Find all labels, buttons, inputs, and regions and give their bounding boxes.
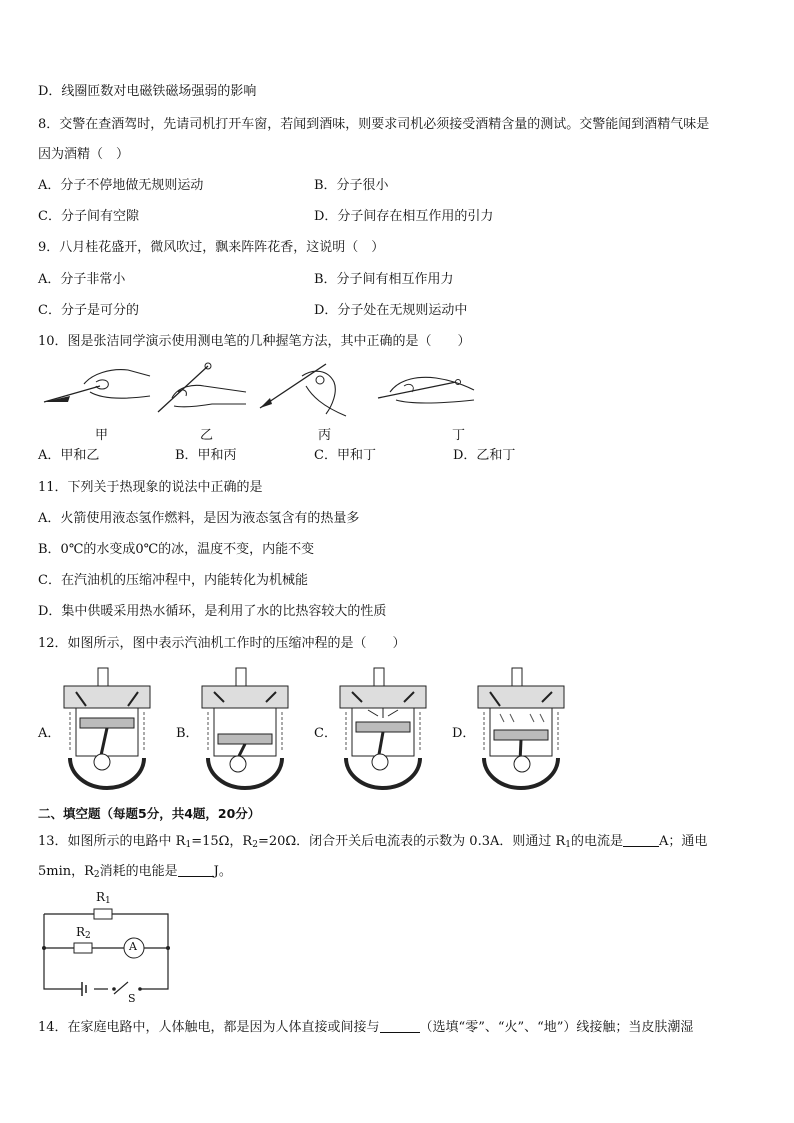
engine-diagram-b [200, 662, 290, 790]
q8-option-a: A．分子不停地做无规则运动 [38, 178, 204, 193]
q9-option-c: C．分子是可分的 [38, 303, 139, 318]
engine-diagram-a [62, 662, 152, 790]
pen-grip-figure-4 [376, 356, 476, 418]
section-heading-fill-in: 二、填空题（每题5分，共4题，20分） [38, 806, 261, 821]
battery-symbol [82, 982, 86, 996]
q13-stem-cont [38, 862, 232, 885]
label-r2: $R_2$ [76, 925, 91, 941]
q8-option-c: C．分子间有空隙 [38, 209, 139, 224]
q8-stem-cont: 因为酒精（ ） [38, 147, 130, 162]
engine-diagram-c [338, 662, 428, 790]
q10-option-c: C．甲和丁 [314, 448, 376, 463]
q9-option-a: A．分子非常小 [38, 272, 126, 287]
q9-stem: 9．八月桂花盛开，微风吹过，飘来阵阵花香，这说明（ ） [38, 240, 385, 255]
pen-grip-figure-3 [256, 356, 352, 422]
q10-option-a: A．甲和乙 [38, 448, 100, 463]
q7-option-d: D．线圈匝数对电磁铁磁场强弱的影响 [38, 84, 257, 99]
pen-grip-figure-2 [152, 356, 248, 422]
resistor-r1-symbol [94, 909, 112, 919]
q9-option-b: B．分子间有相互作用力 [314, 272, 454, 287]
q13-text-4: 的电流是 [571, 834, 624, 849]
q12-stem: 12．如图所示，图中表示汽油机工作时的压缩冲程的是（ ） [38, 636, 406, 651]
q11-stem: 11．下列关于热现象的说法中正确的是 [38, 480, 263, 495]
engine-label-a: A． [38, 726, 61, 741]
q10-option-d: D．乙和丁 [453, 448, 516, 463]
q13-text-8: J。 [213, 864, 232, 879]
q8-stem: 8．交警在查酒驾时，先请司机打开车窗，若闻到酒味，则要求司机必须接受酒精含量的测试。交警能闻到酒精气味是 [38, 117, 710, 132]
q11-option-c: C．在汽油机的压缩冲程中，内能转化为机械能 [38, 573, 308, 588]
q14-text-1: 14．在家庭电路中，人体触电，都是因为人体直接或间接与 [38, 1020, 380, 1035]
engine-label-c: C． [314, 726, 337, 741]
r1-subscript-2: 1 [565, 840, 572, 850]
circuit-diagram [38, 890, 178, 1005]
pen-label-bing: 丙 [318, 428, 332, 443]
q13-answer-blank-2[interactable] [178, 863, 214, 877]
label-ammeter: A [129, 940, 137, 953]
engine-diagram-d [476, 662, 566, 790]
q8-option-b: B．分子很小 [314, 178, 389, 193]
q11-option-d: D．集中供暖采用热水循环，是利用了水的比热容较大的性质 [38, 604, 387, 619]
q8-option-d: D．分子间存在相互作用的引力 [314, 209, 494, 224]
q9-option-d: D．分子处在无规则运动中 [314, 303, 468, 318]
q13-answer-blank-1[interactable] [623, 833, 659, 847]
q13-text-2: =15Ω，R [191, 834, 253, 849]
label-r1: $R_1$ [96, 890, 111, 906]
pen-label-yi: 乙 [200, 428, 214, 443]
resistor-r2-symbol [74, 943, 92, 953]
q13-text-6: 5min，R [38, 864, 94, 879]
q10-stem: 10．图是张洁同学演示使用测电笔的几种握笔方法，其中正确的是（ ） [38, 334, 471, 349]
q14-answer-blank[interactable] [380, 1019, 420, 1033]
r1-subscript: 1 [185, 840, 192, 850]
pen-label-jia: 甲 [95, 428, 109, 443]
q11-option-a: A．火箭使用液态氢作燃料，是因为液态氢含有的热量多 [38, 511, 360, 526]
label-switch: S [128, 992, 136, 1005]
q13-text-5: A；通电 [659, 834, 708, 849]
engine-label-d: D． [452, 726, 476, 741]
q13-stem [38, 832, 707, 855]
engine-label-b: B． [176, 726, 199, 741]
q13-text-1: 13．如图所示的电路中 R [38, 834, 186, 849]
q14-stem [38, 1018, 693, 1038]
pen-grip-figure-1 [40, 356, 152, 418]
q13-text-7: 消耗的电能是 [99, 864, 178, 879]
q13-text-3: =20Ω．闭合开关后电流表的示数为 0.3A．则通过 R [257, 834, 566, 849]
r2-subscript: 2 [252, 840, 258, 850]
pen-label-ding: 丁 [452, 428, 466, 443]
q14-text-2: （选填“零”、“火”、“地”）线接触；当皮肤潮湿 [419, 1020, 694, 1035]
q11-option-b: B．0℃的水变成0℃的冰，温度不变，内能不变 [38, 542, 315, 557]
r2-subscript-2: 2 [93, 870, 100, 880]
q10-option-b: B．甲和丙 [175, 448, 237, 463]
